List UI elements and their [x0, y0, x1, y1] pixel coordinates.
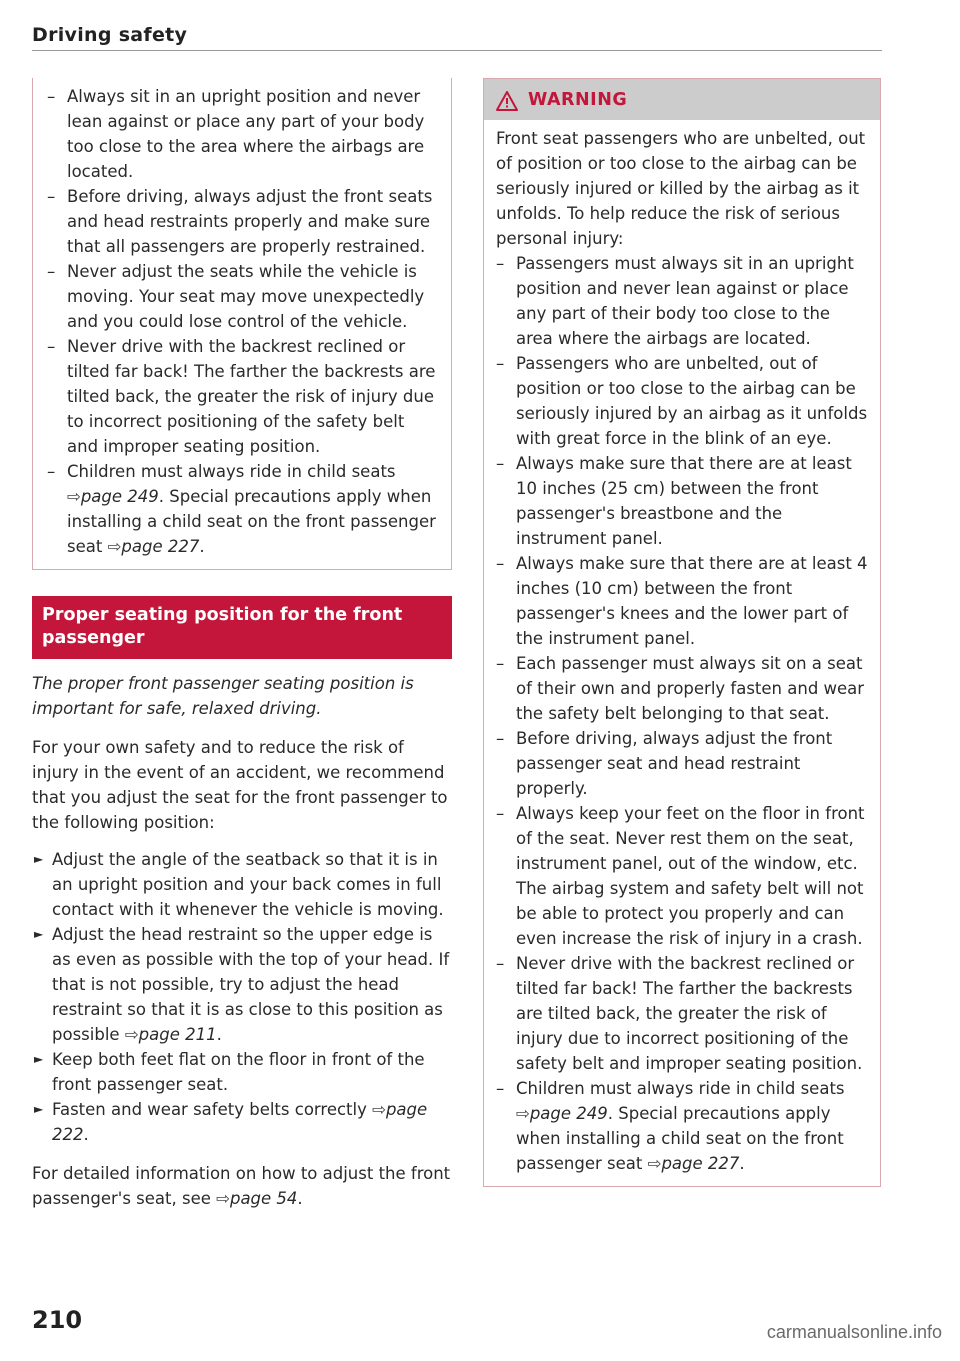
page-ref-link[interactable]: page 227: [661, 1154, 740, 1173]
page-ref-link[interactable]: page 54: [229, 1189, 298, 1208]
list-item: ► Adjust the head restraint so the upper edge is as even as possible with the top of your head. If that is not possible, try to adjust the head restraint so that it is as close to this position as possible ⇨page 211.: [32, 922, 452, 1047]
intro-text: The proper front passenger seating position is important for safe, relaxed driving.: [32, 674, 414, 718]
dash-bullet: –: [496, 954, 505, 973]
arrow-ref-icon: ⇨: [216, 1189, 230, 1208]
list-item: – Always keep your feet on the floor in front of the seat. Never rest them on the seat, instrument panel, out of the window, etc. The airbag system and safety belt will not be able to protect you properly and can even increase the risk of injury in a crash.: [496, 801, 868, 951]
warning-list: [496, 251, 868, 1176]
warning-list: [47, 84, 437, 559]
warning-box: [483, 78, 881, 1187]
arrow-ref-icon: ⇨: [124, 1025, 139, 1044]
dash-bullet: –: [496, 1079, 505, 1098]
body-paragraph: For your own safety and to reduce the risk of injury in the event of an accident, we recommend that you adjust the seat for the front passenger to the following position:: [32, 738, 448, 832]
list-item: – Never drive with the backrest reclined or tilted far back! The farther the backrests are tilted back, the greater the risk of injury due to incorrect positioning of the safety belt and improper seating position.: [496, 951, 868, 1076]
page-ref-link[interactable]: page 249: [80, 487, 159, 506]
section-heading: Proper seating position for the front passenger: [32, 596, 452, 659]
left-column: [32, 78, 452, 1211]
arrow-ref-icon: ⇨: [107, 537, 122, 556]
arrow-ref-icon: ⇨: [647, 1154, 662, 1173]
dash-bullet: –: [496, 804, 505, 823]
closing-paragraph: For detailed information on how to adjust the front passenger's seat, see ⇨page 54.: [32, 1164, 451, 1208]
continued-warning-box: [32, 78, 452, 570]
right-column: [483, 78, 881, 1187]
arrow-ref-icon: ⇨: [67, 487, 81, 506]
page-ref-link[interactable]: page 222: [52, 1100, 428, 1144]
warning-intro: Front seat passengers who are unbelted, out of position or too close to the airbag can be seriously injured or killed by the airbag as it unfolds. To help reduce the risk of serious personal injury:: [496, 129, 866, 248]
dash-bullet: –: [496, 554, 505, 573]
list-item: – Each passenger must always sit on a seat of their own and properly fasten and wear the safety belt belonging to that seat.: [496, 651, 868, 726]
triangle-bullet-icon: ►: [34, 927, 44, 941]
dash-bullet: –: [496, 454, 505, 473]
watermark: carmanualsonline.info: [766, 1322, 942, 1342]
dash-bullet: –: [47, 337, 56, 356]
triangle-bullet-icon: ►: [34, 852, 44, 866]
triangle-bullet-icon: ►: [34, 1102, 44, 1116]
warning-title: WARNING: [528, 90, 628, 110]
page-ref-link[interactable]: page 227: [121, 537, 200, 556]
warning-body: [484, 120, 880, 1186]
list-item: ► Adjust the angle of the seatback so that it is in an upright position and your back comes in full contact with it whenever the vehicle is moving.: [32, 847, 452, 922]
triangle-bullet-icon: ►: [34, 1052, 44, 1066]
dash-bullet: –: [496, 654, 505, 673]
warning-title-bar: [484, 79, 880, 120]
arrow-ref-icon: ⇨: [516, 1104, 530, 1123]
dash-bullet: –: [496, 729, 505, 748]
list-item: – Before driving, always adjust the front passenger seat and head restraint properly.: [496, 726, 868, 801]
page-ref-link[interactable]: page 249: [529, 1104, 608, 1123]
list-item: – Always make sure that there are at least 4 inches (10 cm) between the front passenger's knees and the lower part of the instrument panel.: [496, 551, 868, 651]
instruction-list: [32, 847, 452, 1147]
list-item: – Children must always ride in child seats ⇨page 249. Special precautions apply when installing a child seat on the front passenger seat ⇨page 227.: [47, 459, 437, 559]
dash-bullet: –: [496, 254, 505, 273]
header-rule: [32, 50, 882, 51]
section-header: Driving safety: [32, 24, 188, 46]
list-item: – Passengers must always sit in an upright position and never lean against or place any part of their body too close to the area where the airbags are located.: [496, 251, 868, 351]
list-item: – Always sit in an upright position and never lean against or place any part of your body too close to the area where the airbags are located.: [47, 84, 437, 184]
dash-bullet: –: [47, 462, 56, 481]
dash-bullet: –: [496, 354, 505, 373]
page-ref-link[interactable]: page 211: [138, 1025, 217, 1044]
list-item: ► Keep both feet flat on the floor in front of the front passenger seat.: [32, 1047, 452, 1097]
list-item: – Passengers who are unbelted, out of position or too close to the airbag can be seriously injured by an airbag as it unfolds with great force in the blink of an eye.: [496, 351, 868, 451]
list-item: ► Fasten and wear safety belts correctly ⇨page 222.: [32, 1097, 452, 1147]
arrow-ref-icon: ⇨: [372, 1100, 386, 1119]
list-item: – Never adjust the seats while the vehicle is moving. Your seat may move unexpectedly and you could lose control of the vehicle.: [47, 259, 437, 334]
warning-triangle-icon: [496, 91, 518, 111]
dash-bullet: –: [47, 262, 56, 281]
dash-bullet: –: [47, 187, 56, 206]
list-item: – Always make sure that there are at least 10 inches (25 cm) between the front passenger's breastbone and the instrument panel.: [496, 451, 868, 551]
list-item: – Never drive with the backrest reclined or tilted far back! The farther the backrests are tilted back, the greater the risk of injury due to incorrect positioning of the safety belt and improper seating position.: [47, 334, 437, 459]
list-item: – Children must always ride in child seats ⇨page 249. Special precautions apply when installing a child seat on the front passenger seat ⇨page 227.: [496, 1076, 868, 1176]
dash-bullet: –: [47, 87, 56, 106]
list-item: – Before driving, always adjust the front seats and head restraints properly and make sure that all passengers are properly restrained.: [47, 184, 437, 259]
page-number: 210: [32, 1306, 83, 1334]
